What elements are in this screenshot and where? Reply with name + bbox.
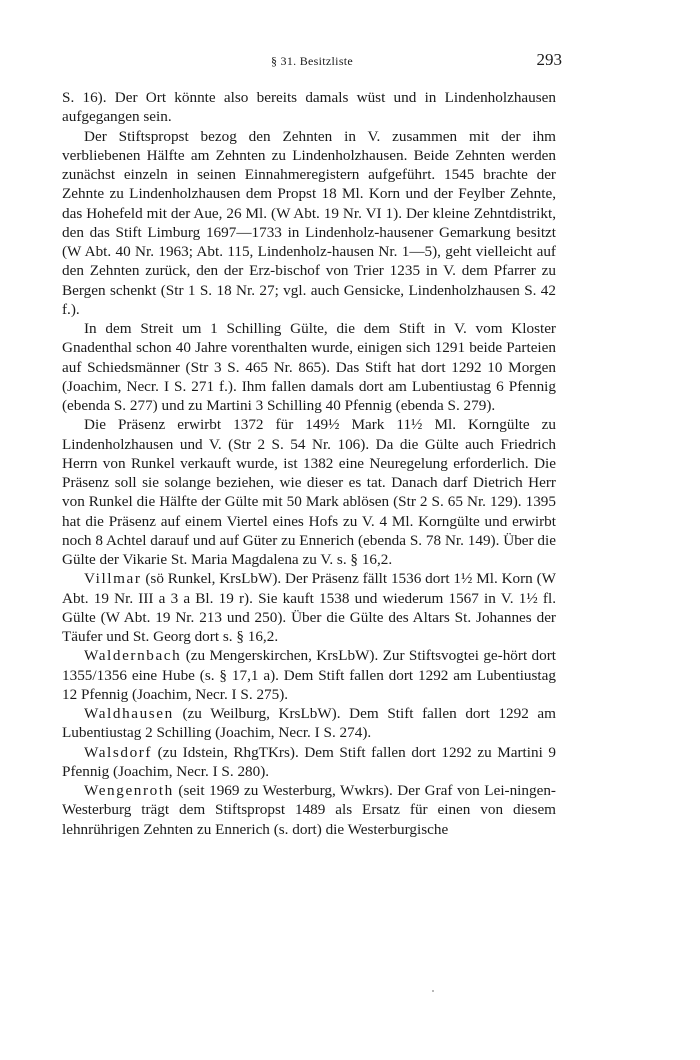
entry-lemma: Waldhausen: [84, 705, 174, 722]
paragraph: Waldhausen (zu Weilburg, KrsLbW). Dem Stift fallen dort 1292 am Lubentiustag 2 Schilling (Joachim, Necr. I S. 274).: [62, 705, 556, 742]
paragraph: Waldernbach (zu Mengerskirchen, KrsLbW). Zur Stiftsvogtei ge-hört dort 1355/1356 eine Hube (s. § 17,1 a). Dem Stift fallen dort 1292 am Lubentiustag 12 Pfennig (Joachim, Necr. I S. 275).: [62, 647, 556, 703]
entry-lemma: Walsdorf: [84, 743, 153, 761]
scan-speck: [432, 990, 434, 992]
paragraph: In dem Streit um 1 Schilling Gülte, die dem Stift in V. vom Kloster Gnadenthal schon 40 Jahre vorenthalten wurde, einigen sich 1291 beide Parteien auf Schiedsmänner (Str 3 S. 465 Nr. 865). Das Stift hat dort 1292 10 Morgen (Joachim, Necr. I S. 271 f.). Ihm fallen damals dort am Lubentiustag 6 Pfennig (ebenda S. 277) und zu Martini 3 Schilling 40 Pfennig (ebenda S. 279).: [62, 320, 556, 414]
paragraph: Der Stiftspropst bezog den Zehnten in V. zusammen mit der ihm verbliebenen Hälfte am Zehnten zu Lindenholzhausen. Beide Zehnten werden zunächst einzeln in seinen Einnahmeregistern aufgeführt. 1545 brachte der Zehnte zu Lindenholzhausen dem Propst 18 Ml. Korn und der Feylber Zehnte, das Hohefeld mit der Aue, 26 Ml. (W Abt. 19 Nr. VI 1). Der kleine Zehntdistrikt, den das Stift Limburg 1697—1733 in Lindenholz-hausener Gemarkung besitzt (W Abt. 40 Nr. 1963; Abt. 115, Lindenholz-hausen Nr. 1—5), geht vielleicht auf den Zehnten zurück, den der Erz-bischof von Trier 1235 in V. dem Pfarrer zu Bergen schenkt (Str 1 S. 18 Nr. 27; vgl. auch Gensicke, Lindenholzhausen S. 42 f.).: [62, 127, 556, 318]
entry-lemma: Waldernbach: [84, 647, 182, 665]
page-header: [62, 50, 562, 74]
entry-lemma: Wengenroth: [84, 782, 174, 799]
running-head: § 31. Besitzliste: [270, 54, 354, 68]
body-text: [62, 88, 556, 839]
entry-lemma: Villmar: [84, 570, 142, 588]
paragraph: Die Präsenz erwirbt 1372 für 149½ Mark 11½ Ml. Korngülte zu Lindenholzhausen und V. (Str 2 S. 54 Nr. 106). Da die Gülte auch Friedrich Herrn von Runkel verkauft wurde, ist 1382 eine Neuregelung erforderlich. Die Präsenz soll sie solange beziehen, wie dieser es tat. Danach darf Dietrich Herr von Runkel die Hälfte der Gülte mit 50 Mark ablösen (Str 2 S. 65 Nr. 129). 1395 hat die Präsenz auf einem Viertel eines Hofs zu V. 4 Ml. Korngülte und erwirbt noch 8 Achtel darauf und auf Güter zu Ennerich (ebenda S. 78 Nr. 149). Über die Gülte der Vikarie St. Maria Magdalena zu V. s. § 16,2.: [62, 416, 556, 568]
page-number: 293: [536, 50, 562, 69]
paragraph: Villmar (sö Runkel, KrsLbW). Der Präsenz fällt 1536 dort 1½ Ml. Korn (W Abt. 19 Nr. III a 3 a Bl. 19 r). Sie kauft 1538 und wiederum 1567 in V. 1½ fl. Gülte (W Abt. 19 Nr. 213 und 250). Über die Gülte des Altars St. Johannes der Täufer und St. Georg dort s. § 16,2.: [62, 570, 556, 645]
paragraph: Walsdorf (zu Idstein, RhgTKrs). Dem Stift fallen dort 1292 zu Martini 9 Pfennig (Joachim, Necr. I S. 280).: [62, 743, 556, 780]
paragraph: Wengenroth (seit 1969 zu Westerburg, Wwkrs). Der Graf von Lei-ningen-Westerburg trägt dem Stiftspropst 1489 als Ersatz für einen von diesem lehnrührigen Zehnten zu Ennerich (s. dort) die Westerburgische: [62, 782, 556, 838]
paragraph: S. 16). Der Ort könnte also bereits damals wüst und in Lindenholzhausen aufgegangen sein.: [62, 89, 556, 126]
